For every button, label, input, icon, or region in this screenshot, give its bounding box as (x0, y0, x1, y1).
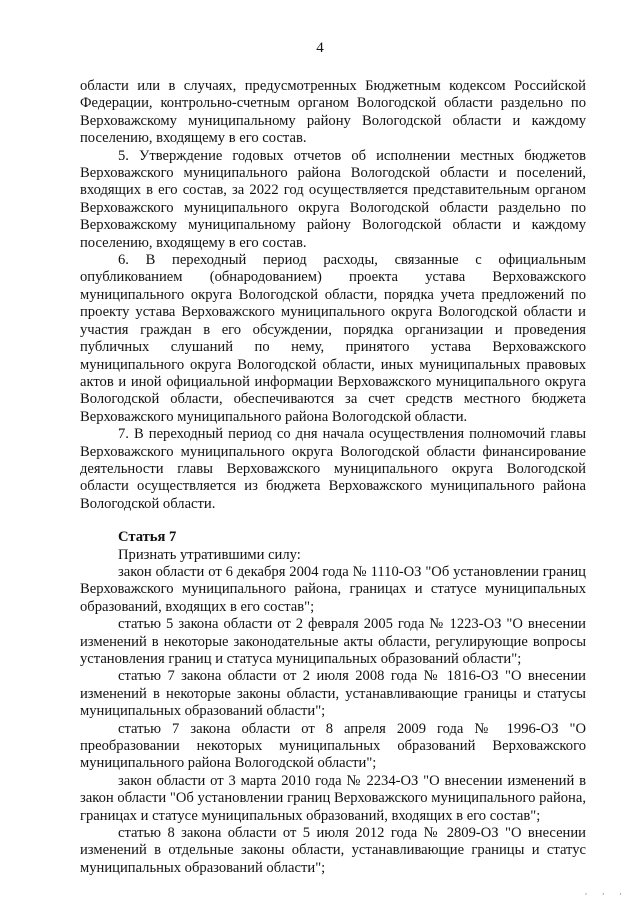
scan-corner-marks: · · · (584, 889, 628, 899)
repealed-law-item: статью 8 закона области от 5 июля 2012 года № 2809-ОЗ "О внесении изменений в отдельные законы области, устанавливающие границы и статус муниципальных образований области"; (80, 825, 586, 876)
repealed-law-item: статью 7 закона области от 8 апреля 2009 года № 1996-ОЗ "О преобразовании некоторых муниципальных образований Верховажского муниципального района Вологодской области"; (80, 720, 586, 772)
repealed-law-item: закон области от 3 марта 2010 года № 2234-ОЗ "О внесении изменений в закон области "Об установлении границ Верховажского муниципального района, границах и статусе муниципальных образований, входящих в его состав"; (80, 772, 586, 824)
article-intro: Признать утратившими силу: (118, 546, 301, 563)
paragraph-item-7: 7. В переходный период со дня начала осуществления полномочий главы Верховажского муниципального округа Вологодской области финансирование деятельности главы Верховажского муниципального округа Вологодской области осуществляется из бюджета Верховажского муниципального района Вологодской области. (80, 426, 586, 512)
repealed-law-item: закон области от 6 декабря 2004 года № 1110-ОЗ "Об установлении границ Верховажского муниципального района, границах и статусе муниципальных образований, входящих в его состав"; (80, 563, 586, 615)
document-body (80, 78, 586, 877)
repealed-law-item: статью 5 закона области от 2 февраля 2005 года № 1223-ОЗ "О внесении изменений в некоторые законодательные акты области, регулирующие вопросы установления границ и статуса муниципальных образований области"; (80, 616, 586, 667)
paragraph-item-6: 6. В переходный период расходы, связанные с официальным опубликованием (обнародованием) проекта устава Верховажского муниципального округа Вологодской области, порядка учета предложений по проекту устава Верховажского муниципального округа Вологодской области и участия граждан в его обсуждении, порядка организации и проведения публичных слушаний по нему, принятого устава Верховажского муниципального округа Вологодской области, иных муниципальных правовых актов и иной официальной информации Верховажского муниципального округа Вологодской области, обеспечиваются за счет средств местного бюджета Верховажского муниципального района Вологодской области. (80, 252, 586, 425)
paragraph-continuation: области или в случаях, предусмотренных Бюджетным кодексом Российской Федерации, контрольно-счетным органом Вологодской области раздельно по Верховажскому муниципальному району Вологодской области и каждому поселению, входящему в его состав. (80, 78, 586, 147)
page-number: 4 (316, 40, 324, 56)
repealed-law-item: статью 7 закона области от 2 июля 2008 года № 1816-ОЗ "О внесении изменений в некоторые законы области, устанавливающие границы и статусы муниципальных образований области"; (80, 668, 586, 720)
article-heading: Статья 7 (118, 529, 177, 546)
paragraph-item-5: 5. Утверждение годовых отчетов об исполнении местных бюджетов Верховажского муниципального района Вологодской области и поселений, входящих в его состав, за 2022 год осуществляется представительным органом Верховажского муниципального округа Вологодской области раздельно по Верховажскому муниципальному району Вологодской области и каждому поселению, входящему в его состав. (80, 147, 586, 251)
